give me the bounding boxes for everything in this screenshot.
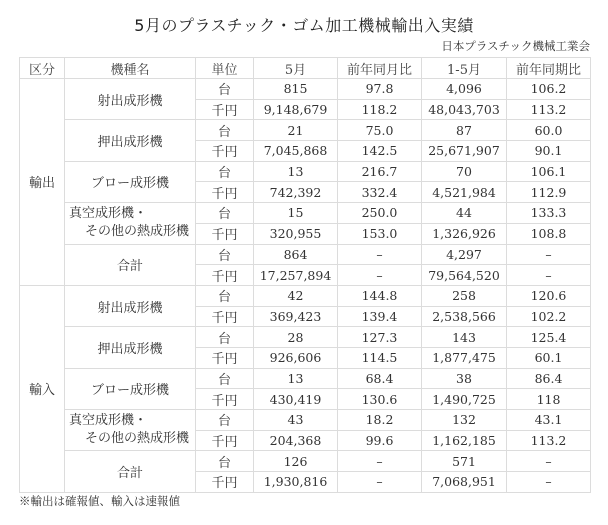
- ytd-value-cell: 87: [422, 120, 507, 141]
- table-row: [20, 120, 591, 141]
- table-row: [20, 161, 591, 182]
- machine-name-cell: ブロー成形機: [65, 161, 196, 202]
- machine-name-cell: 射出成形機: [65, 79, 196, 120]
- unit-cell: 台: [196, 451, 254, 472]
- table-body: [20, 79, 591, 493]
- header-ytd-yoy: 前年同期比: [507, 58, 591, 79]
- may-value-cell: 43: [254, 410, 338, 431]
- header-may-yoy: 前年同月比: [338, 58, 422, 79]
- may-yoy-cell: –: [338, 244, 422, 265]
- may-yoy-cell: 142.5: [338, 141, 422, 162]
- header-unit: 単位: [196, 58, 254, 79]
- machine-name-cell: 射出成形機: [65, 285, 196, 326]
- may-yoy-cell: 75.0: [338, 120, 422, 141]
- unit-cell: 台: [196, 285, 254, 306]
- unit-cell: 千円: [196, 265, 254, 286]
- ytd-yoy-cell: –: [507, 244, 591, 265]
- table-row: [20, 79, 591, 100]
- unit-cell: 千円: [196, 141, 254, 162]
- machine-name-cell: 合計: [65, 451, 196, 492]
- may-yoy-cell: 18.2: [338, 410, 422, 431]
- ytd-yoy-cell: 113.2: [507, 430, 591, 451]
- may-yoy-cell: 97.8: [338, 79, 422, 100]
- machine-name-line1: 真空成形機・: [69, 413, 148, 429]
- ytd-value-cell: 38: [422, 368, 507, 389]
- may-value-cell: 126: [254, 451, 338, 472]
- ytd-yoy-cell: 112.9: [507, 182, 591, 203]
- ytd-yoy-cell: 60.1: [507, 347, 591, 368]
- may-value-cell: 204,368: [254, 430, 338, 451]
- ytd-value-cell: 4,096: [422, 79, 507, 100]
- may-value-cell: 926,606: [254, 347, 338, 368]
- header-machine-type: 機種名: [65, 58, 196, 79]
- ytd-yoy-cell: –: [507, 265, 591, 286]
- may-yoy-cell: –: [338, 472, 422, 493]
- ytd-value-cell: 7,068,951: [422, 472, 507, 493]
- may-yoy-cell: 332.4: [338, 182, 422, 203]
- unit-cell: 千円: [196, 389, 254, 410]
- may-value-cell: 815: [254, 79, 338, 100]
- unit-cell: 千円: [196, 99, 254, 120]
- may-yoy-cell: 99.6: [338, 430, 422, 451]
- may-yoy-cell: 130.6: [338, 389, 422, 410]
- may-yoy-cell: 118.2: [338, 99, 422, 120]
- ytd-yoy-cell: 90.1: [507, 141, 591, 162]
- ytd-value-cell: 79,564,520: [422, 265, 507, 286]
- ytd-value-cell: 143: [422, 327, 507, 348]
- machine-name-cell: 押出成形機: [65, 327, 196, 368]
- unit-cell: 台: [196, 244, 254, 265]
- ytd-value-cell: 25,671,907: [422, 141, 507, 162]
- ytd-yoy-cell: 43.1: [507, 410, 591, 431]
- table-row: [20, 410, 591, 431]
- may-value-cell: 369,423: [254, 306, 338, 327]
- may-value-cell: 7,045,868: [254, 141, 338, 162]
- unit-cell: 台: [196, 410, 254, 431]
- ytd-yoy-cell: 106.2: [507, 79, 591, 100]
- publisher-name: 日本プラスチック機械工業会: [441, 39, 590, 53]
- ytd-yoy-cell: 102.2: [507, 306, 591, 327]
- unit-cell: 千円: [196, 430, 254, 451]
- machine-name-cell: 合計: [65, 244, 196, 285]
- may-yoy-cell: 250.0: [338, 203, 422, 224]
- unit-cell: 千円: [196, 347, 254, 368]
- table-row: [20, 244, 591, 265]
- table-row: [20, 451, 591, 472]
- ytd-yoy-cell: 86.4: [507, 368, 591, 389]
- ytd-yoy-cell: –: [507, 451, 591, 472]
- may-value-cell: 430,419: [254, 389, 338, 410]
- division-cell: 輸入: [20, 285, 65, 492]
- ytd-value-cell: 1,490,725: [422, 389, 507, 410]
- table-row: [20, 285, 591, 306]
- ytd-value-cell: 70: [422, 161, 507, 182]
- unit-cell: 台: [196, 79, 254, 100]
- machine-name-cell: [65, 410, 196, 451]
- table-row: [20, 203, 591, 224]
- unit-cell: 千円: [196, 182, 254, 203]
- ytd-value-cell: 44: [422, 203, 507, 224]
- machine-name-cell: ブロー成形機: [65, 368, 196, 409]
- ytd-yoy-cell: 113.2: [507, 99, 591, 120]
- machine-name-line2: その他の熱成形機: [85, 224, 190, 240]
- ytd-value-cell: 1,326,926: [422, 223, 507, 244]
- may-yoy-cell: 153.0: [338, 223, 422, 244]
- unit-cell: 千円: [196, 223, 254, 244]
- ytd-yoy-cell: 108.8: [507, 223, 591, 244]
- unit-cell: 台: [196, 120, 254, 141]
- ytd-yoy-cell: 106.1: [507, 161, 591, 182]
- may-value-cell: 320,955: [254, 223, 338, 244]
- machine-name-cell: [65, 203, 196, 244]
- table-row: [20, 327, 591, 348]
- document-title: 5月のプラスチック・ゴム加工機械輸出入実績: [134, 16, 474, 35]
- ytd-value-cell: 48,043,703: [422, 99, 507, 120]
- machine-name-line1: 真空成形機・: [69, 206, 148, 222]
- ytd-yoy-cell: 125.4: [507, 327, 591, 348]
- ytd-value-cell: 2,538,566: [422, 306, 507, 327]
- ytd-value-cell: 1,162,185: [422, 430, 507, 451]
- ytd-yoy-cell: 133.3: [507, 203, 591, 224]
- may-yoy-cell: 68.4: [338, 368, 422, 389]
- may-value-cell: 1,930,816: [254, 472, 338, 493]
- division-cell: 輸出: [20, 79, 65, 286]
- may-yoy-cell: 139.4: [338, 306, 422, 327]
- ytd-yoy-cell: –: [507, 472, 591, 493]
- may-value-cell: 13: [254, 161, 338, 182]
- unit-cell: 千円: [196, 306, 254, 327]
- may-value-cell: 742,392: [254, 182, 338, 203]
- may-yoy-cell: 144.8: [338, 285, 422, 306]
- may-yoy-cell: 114.5: [338, 347, 422, 368]
- header-division: 区分: [20, 58, 65, 79]
- footnote: ※輸出は確報値、輸入は速報値: [19, 494, 180, 508]
- ytd-yoy-cell: 60.0: [507, 120, 591, 141]
- ytd-value-cell: 4,297: [422, 244, 507, 265]
- ytd-value-cell: 4,521,984: [422, 182, 507, 203]
- trade-results-table: [19, 57, 591, 493]
- may-value-cell: 17,257,894: [254, 265, 338, 286]
- machine-name-cell: 押出成形機: [65, 120, 196, 161]
- may-yoy-cell: 127.3: [338, 327, 422, 348]
- unit-cell: 台: [196, 161, 254, 182]
- header-ytd: 1-5月: [422, 58, 507, 79]
- may-value-cell: 864: [254, 244, 338, 265]
- table-row: [20, 368, 591, 389]
- ytd-value-cell: 132: [422, 410, 507, 431]
- unit-cell: 台: [196, 203, 254, 224]
- may-value-cell: 42: [254, 285, 338, 306]
- ytd-value-cell: 571: [422, 451, 507, 472]
- ytd-yoy-cell: 118: [507, 389, 591, 410]
- ytd-value-cell: 258: [422, 285, 507, 306]
- may-value-cell: 28: [254, 327, 338, 348]
- ytd-value-cell: 1,877,475: [422, 347, 507, 368]
- header-may: 5月: [254, 58, 338, 79]
- may-value-cell: 15: [254, 203, 338, 224]
- header-row: [20, 58, 591, 79]
- may-value-cell: 13: [254, 368, 338, 389]
- machine-name-line2: その他の熱成形機: [85, 431, 190, 447]
- may-yoy-cell: –: [338, 451, 422, 472]
- unit-cell: 台: [196, 327, 254, 348]
- ytd-yoy-cell: 120.6: [507, 285, 591, 306]
- may-yoy-cell: 216.7: [338, 161, 422, 182]
- unit-cell: 千円: [196, 472, 254, 493]
- may-value-cell: 9,148,679: [254, 99, 338, 120]
- unit-cell: 台: [196, 368, 254, 389]
- may-value-cell: 21: [254, 120, 338, 141]
- may-yoy-cell: –: [338, 265, 422, 286]
